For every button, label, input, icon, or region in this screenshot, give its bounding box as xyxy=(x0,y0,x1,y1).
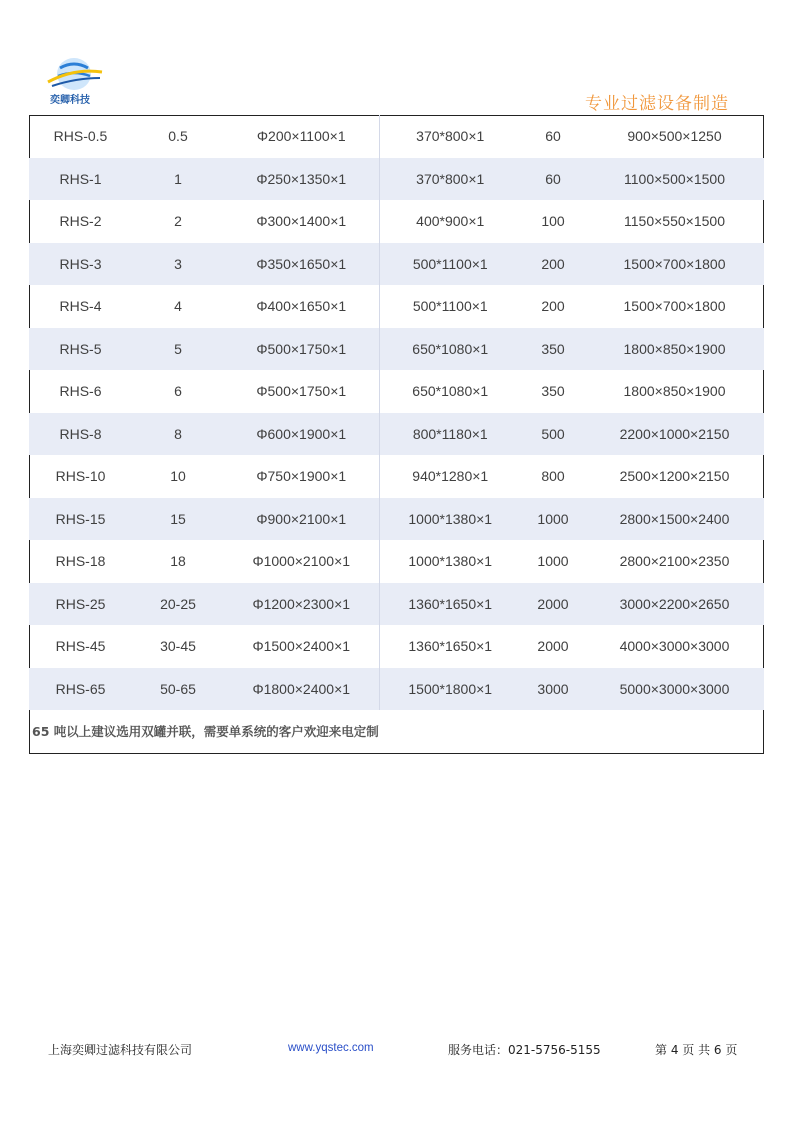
table-cell: 1500×700×1800 xyxy=(623,298,726,315)
table-cell: Φ400×1650×1 xyxy=(224,285,379,328)
table-cell: 2200×1000×2150 xyxy=(585,413,764,456)
table-cell: 1800×850×1900 xyxy=(623,383,726,400)
table-row xyxy=(29,115,764,158)
table-cell: Φ500×1750×1 xyxy=(224,328,379,371)
table-cell: 15 xyxy=(132,498,224,541)
table-cell: Φ1500×2400×1 xyxy=(224,625,379,668)
table-cell: 2000 xyxy=(537,638,569,655)
table-cell: 1000*1380×1 xyxy=(379,498,521,541)
table-cell: 500*1100×1 xyxy=(379,243,521,286)
spec-table-frame xyxy=(29,115,764,754)
table-cell: 2 xyxy=(174,213,182,230)
table-cell: 1360*1650×1 xyxy=(379,583,521,626)
table-cell: Φ300×1400×1 xyxy=(224,200,379,243)
table-cell: 4000×3000×3000 xyxy=(619,638,730,655)
table-cell: 350 xyxy=(521,328,585,371)
table-cell: 60 xyxy=(545,128,561,145)
table-cell: RHS-3 xyxy=(29,243,132,286)
table-cell: 650*1080×1 xyxy=(412,383,489,400)
table-cell: RHS-4 xyxy=(59,298,102,315)
table-cell: 900×500×1250 xyxy=(627,128,722,145)
table-cell: 2800×2100×2350 xyxy=(619,553,730,570)
table-cell: 1000 xyxy=(537,553,569,570)
table-cell: 2800×1500×2400 xyxy=(585,498,764,541)
table-cell: 1100×500×1500 xyxy=(585,158,764,201)
table-cell: 350 xyxy=(541,383,565,400)
table-cell: 5000×3000×3000 xyxy=(585,668,764,711)
table-cell: 2500×1200×2150 xyxy=(619,468,730,485)
table-cell: Φ750×1900×1 xyxy=(224,455,379,498)
table-row xyxy=(29,583,764,626)
table-cell: RHS-5 xyxy=(29,328,132,371)
header-tagline: 专业过滤设备制造 xyxy=(585,94,729,114)
spec-table xyxy=(29,115,764,710)
table-cell: 200 xyxy=(521,243,585,286)
footer-page-number: 第 4 页 共 6 页 xyxy=(655,1043,738,1057)
table-cell: Φ1800×2400×1 xyxy=(224,668,379,711)
table-cell: 50-65 xyxy=(132,668,224,711)
table-cell: Φ900×2100×1 xyxy=(224,498,379,541)
table-row xyxy=(29,625,764,668)
table-cell: 3000 xyxy=(521,668,585,711)
table-cell: 500 xyxy=(521,413,585,456)
table-cell: 2000 xyxy=(521,583,585,626)
table-cell: 370*800×1 xyxy=(379,158,521,201)
table-cell: 3 xyxy=(132,243,224,286)
table-cell: 4 xyxy=(174,298,182,315)
table-cell: RHS-8 xyxy=(29,413,132,456)
table-cell: 0.5 xyxy=(168,128,188,145)
table-row xyxy=(29,328,764,371)
table-cell: 1500×700×1800 xyxy=(585,243,764,286)
table-cell: 18 xyxy=(170,553,186,570)
table-cell: 800*1180×1 xyxy=(379,413,521,456)
table-cell: 1000*1380×1 xyxy=(408,553,493,570)
table-cell: 940*1280×1 xyxy=(412,468,489,485)
table-cell: Φ250×1350×1 xyxy=(224,158,379,201)
table-note: 65 吨以上建议选用双罐并联，需要单系统的客户欢迎来电定制 xyxy=(32,724,379,739)
table-cell: 100 xyxy=(541,213,565,230)
table-cell: Φ1000×2100×1 xyxy=(224,540,379,583)
table-cell: Φ1200×2300×1 xyxy=(224,583,379,626)
table-cell: RHS-45 xyxy=(55,638,106,655)
table-cell: 1500*1800×1 xyxy=(379,668,521,711)
table-cell: 1000 xyxy=(521,498,585,541)
table-cell: 60 xyxy=(521,158,585,201)
table-cell: 5 xyxy=(132,328,224,371)
table-row xyxy=(29,498,764,541)
table-cell: 1360*1650×1 xyxy=(408,638,493,655)
table-row xyxy=(29,668,764,711)
table-cell: RHS-2 xyxy=(59,213,102,230)
table-cell: 650*1080×1 xyxy=(379,328,521,371)
table-cell: 370*800×1 xyxy=(416,128,485,145)
table-cell: Φ600×1900×1 xyxy=(224,413,379,456)
table-cell: 1150×550×1500 xyxy=(624,213,725,230)
table-cell: 400*900×1 xyxy=(416,213,485,230)
table-cell: RHS-10 xyxy=(55,468,106,485)
table-cell: Φ200×1100×1 xyxy=(224,115,379,158)
table-cell: 1 xyxy=(132,158,224,201)
table-row xyxy=(29,413,764,456)
company-logo xyxy=(46,56,104,106)
table-cell: RHS-18 xyxy=(55,553,106,570)
table-cell: 800 xyxy=(541,468,565,485)
table-cell: 500*1100×1 xyxy=(412,298,488,315)
table-cell: RHS-25 xyxy=(29,583,132,626)
table-row xyxy=(29,540,764,583)
table-cell: 30-45 xyxy=(160,638,196,655)
table-cell: RHS-15 xyxy=(29,498,132,541)
logo-text: 奕卿科技 xyxy=(50,95,90,106)
footer-website-link[interactable]: www.yqstec.com xyxy=(288,1042,374,1054)
footer-company: 上海奕卿过滤科技有限公司 xyxy=(48,1043,193,1057)
table-cell: 10 xyxy=(170,468,186,485)
footer-phone: 服务电话：021-5756-5155 xyxy=(448,1043,601,1057)
table-row xyxy=(29,158,764,201)
table-cell: RHS-65 xyxy=(29,668,132,711)
table-row xyxy=(29,370,764,413)
table-row xyxy=(29,455,764,498)
table-cell: 3000×2200×2650 xyxy=(585,583,764,626)
table-row xyxy=(29,243,764,286)
table-row xyxy=(29,200,764,243)
table-cell: RHS-0.5 xyxy=(53,128,108,145)
table-cell: 6 xyxy=(174,383,182,400)
table-cell: RHS-6 xyxy=(59,383,102,400)
table-cell: 8 xyxy=(132,413,224,456)
table-cell: 200 xyxy=(541,298,565,315)
table-cell: 1800×850×1900 xyxy=(585,328,764,371)
table-cell: 20-25 xyxy=(132,583,224,626)
table-row xyxy=(29,285,764,328)
spec-table-body xyxy=(29,115,764,710)
table-cell: Φ500×1750×1 xyxy=(224,370,379,413)
table-cell: RHS-1 xyxy=(29,158,132,201)
table-cell: Φ350×1650×1 xyxy=(224,243,379,286)
globe-swoosh-icon xyxy=(46,56,104,96)
